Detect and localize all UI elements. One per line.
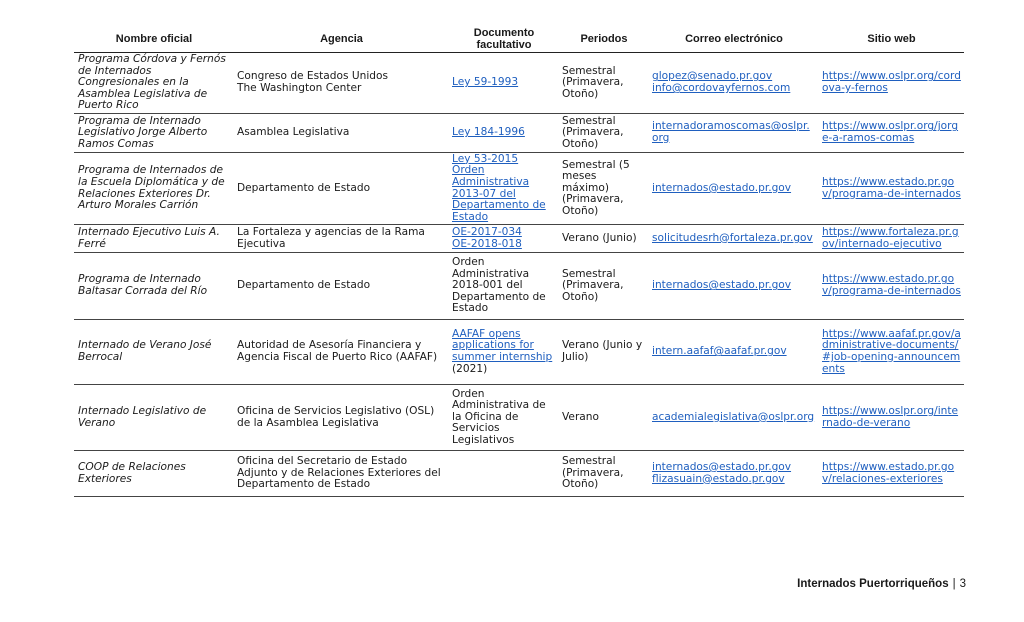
email-link[interactable]: academialegislativa@oslpr.org	[652, 410, 815, 423]
website-link[interactable]: https://www.aafaf.pr.gov/administrative-documents/#job-opening-announcements	[822, 327, 961, 375]
agencia-line: Congreso de Estados Unidos	[237, 70, 389, 83]
table-body	[74, 53, 964, 497]
documento-text: Orden Administrativa de la Oficina de Servicios Legislativos	[452, 387, 546, 446]
documento-link[interactable]: Ley 59-1993	[452, 76, 519, 89]
cell-correo-electronico	[649, 253, 819, 320]
cell-sitio-web	[819, 451, 964, 497]
table-row	[74, 320, 964, 385]
footer-title: Internados Puertorriqueños	[797, 578, 949, 590]
cell-periodo: Semestral (Primavera, Otoño)	[562, 64, 624, 100]
internships-table	[74, 26, 964, 497]
email-link[interactable]: solicitudesrh@fortaleza.pr.gov	[652, 231, 813, 244]
cell-periodo: Verano (Junio y Julio)	[562, 339, 643, 363]
header-periodos: Periodos	[580, 33, 628, 45]
documento-link[interactable]: Ley 53-2015	[452, 152, 519, 165]
cell-periodo: Semestral (Primavera, Otoño)	[562, 455, 624, 491]
header-agencia: Agencia	[320, 33, 363, 45]
cell-correo-electronico	[649, 53, 819, 114]
cell-correo-electronico	[649, 114, 819, 153]
documento-link[interactable]: Ley 184-1996	[452, 126, 525, 139]
cell-sitio-web	[819, 53, 964, 114]
cell-periodo: Semestral (5 meses máximo) (Primavera, Otoño)	[562, 158, 630, 217]
cell-correo-electronico	[649, 153, 819, 225]
website-link[interactable]: https://www.fortaleza.pr.gov/internado-ejecutivo	[822, 225, 959, 250]
cell-documento-facultativo	[449, 253, 559, 320]
cell-sitio-web	[819, 320, 964, 385]
cell-documento-facultativo	[449, 114, 559, 153]
email-link[interactable]: intern.aafaf@aafaf.pr.gov	[652, 345, 787, 358]
cell-sitio-web	[819, 253, 964, 320]
cell-sitio-web	[819, 225, 964, 253]
cell-periodo: Semestral (Primavera, Otoño)	[562, 114, 624, 150]
table-row	[74, 153, 964, 225]
cell-agencia	[234, 451, 449, 497]
website-link[interactable]: https://www.estado.pr.gov/relaciones-exteriores	[822, 460, 955, 485]
cell-sitio-web	[819, 153, 964, 225]
email-link[interactable]: info@cordovayfernos.com	[652, 82, 791, 94]
cell-nombre-oficial: Internado de Verano José Berrocal	[78, 339, 212, 363]
email-link[interactable]: glopez@senado.pr.gov	[652, 70, 773, 83]
table-row	[74, 253, 964, 320]
cell-documento-facultativo	[449, 320, 559, 385]
website-link[interactable]: https://www.estado.pr.gov/programa-de-internados	[822, 175, 961, 200]
website-link[interactable]: https://www.oslpr.org/internado-de-verano	[822, 404, 959, 429]
cell-agencia	[234, 114, 449, 153]
agencia-line: Asamblea Legislativa	[237, 126, 350, 139]
footer-separator: |	[952, 578, 956, 590]
cell-documento-facultativo	[449, 385, 559, 451]
cell-correo-electronico	[649, 225, 819, 253]
header-nombre-oficial: Nombre oficial	[115, 33, 193, 45]
cell-agencia	[234, 153, 449, 225]
documento-text: (2021)	[452, 362, 488, 375]
cell-agencia	[234, 225, 449, 253]
documento-link[interactable]: AAFAF opens applications for summer internship	[452, 327, 553, 363]
cell-sitio-web	[819, 385, 964, 451]
documento-link[interactable]: OE-2017-034	[452, 225, 522, 238]
agencia-line: Autoridad de Asesoría Financiera y Agencia Fiscal de Puerto Rico (AAFAF)	[237, 339, 438, 363]
cell-nombre-oficial: Internado Legislativo de Verano	[78, 404, 207, 429]
email-link[interactable]: internados@estado.pr.gov	[652, 460, 792, 473]
header-sitio-web: Sitio web	[867, 33, 916, 45]
cell-agencia	[234, 320, 449, 385]
agencia-line: Oficina del Secretario de Estado Adjunto y de Relaciones Exteriores del Departamento de Estado	[237, 455, 441, 491]
cell-periodo: Verano (Junio)	[562, 231, 637, 244]
cell-correo-electronico	[649, 385, 819, 451]
cell-correo-electronico	[649, 320, 819, 385]
cell-correo-electronico	[649, 451, 819, 497]
documento-text: Orden Administrativa 2018-001 del Departamento de Estado	[452, 256, 546, 315]
website-link[interactable]: https://www.estado.pr.gov/programa-de-internados	[822, 273, 961, 297]
cell-periodo: Verano	[562, 410, 599, 423]
documento-link[interactable]: Orden Administrativa 2013-07 del Departamento de Estado	[452, 164, 546, 223]
table-row	[74, 385, 964, 451]
table-header-row	[74, 26, 964, 53]
cell-documento-facultativo	[449, 153, 559, 225]
page-number: 3	[959, 578, 966, 590]
agencia-line: La Fortaleza y agencias de la Rama Ejecutiva	[237, 225, 425, 250]
agencia-line: Departamento de Estado	[237, 279, 371, 292]
documento-link[interactable]: OE-2018-018	[452, 237, 522, 250]
cell-nombre-oficial: Programa de Internado Baltasar Corrada del Río	[78, 273, 208, 297]
email-link[interactable]: flizasuain@estado.pr.gov	[652, 472, 785, 485]
cell-agencia	[234, 385, 449, 451]
cell-agencia	[234, 53, 449, 114]
table-row	[74, 225, 964, 253]
email-link[interactable]: internados@estado.pr.gov	[652, 279, 792, 292]
cell-documento-facultativo	[449, 53, 559, 114]
table-row	[74, 114, 964, 153]
cell-documento-facultativo	[449, 225, 559, 253]
header-documento-facultativo: Documento facultativo	[473, 27, 535, 51]
cell-nombre-oficial: Programa Córdova y Fernós de Internados Congresionales en la Asamblea Legislativa de Puerto Rico	[78, 53, 226, 112]
cell-nombre-oficial: Programa de Internado Legislativo Jorge Alberto Ramos Comas	[78, 114, 208, 150]
cell-documento-facultativo	[449, 451, 559, 497]
agencia-line: Departamento de Estado	[237, 181, 371, 194]
cell-sitio-web	[819, 114, 964, 153]
agencia-line: The Washington Center	[237, 82, 362, 94]
table-row	[74, 451, 964, 497]
page-footer	[797, 578, 966, 590]
cell-nombre-oficial: Internado Ejecutivo Luis A. Ferré	[78, 225, 220, 250]
cell-agencia	[234, 253, 449, 320]
email-link[interactable]: internadoramoscomas@oslpr.org	[652, 120, 810, 144]
table-row	[74, 53, 964, 114]
agencia-line: Oficina de Servicios Legislativo (OSL) de la Asamblea Legislativa	[237, 404, 435, 429]
website-link[interactable]: https://www.oslpr.org/cordova-y-fernos	[822, 70, 961, 94]
email-link[interactable]: internados@estado.pr.gov	[652, 181, 792, 194]
cell-periodo: Semestral (Primavera, Otoño)	[562, 267, 624, 303]
website-link[interactable]: https://www.oslpr.org/jorge-a-ramos-comas	[822, 120, 959, 144]
header-correo-electronico: Correo electrónico	[685, 33, 783, 45]
cell-nombre-oficial: Programa de Internados de la Escuela Diplomática y de Relaciones Exteriores Dr. Arturo Morales Carrión	[78, 164, 225, 212]
cell-nombre-oficial: COOP de Relaciones Exteriores	[78, 460, 186, 485]
